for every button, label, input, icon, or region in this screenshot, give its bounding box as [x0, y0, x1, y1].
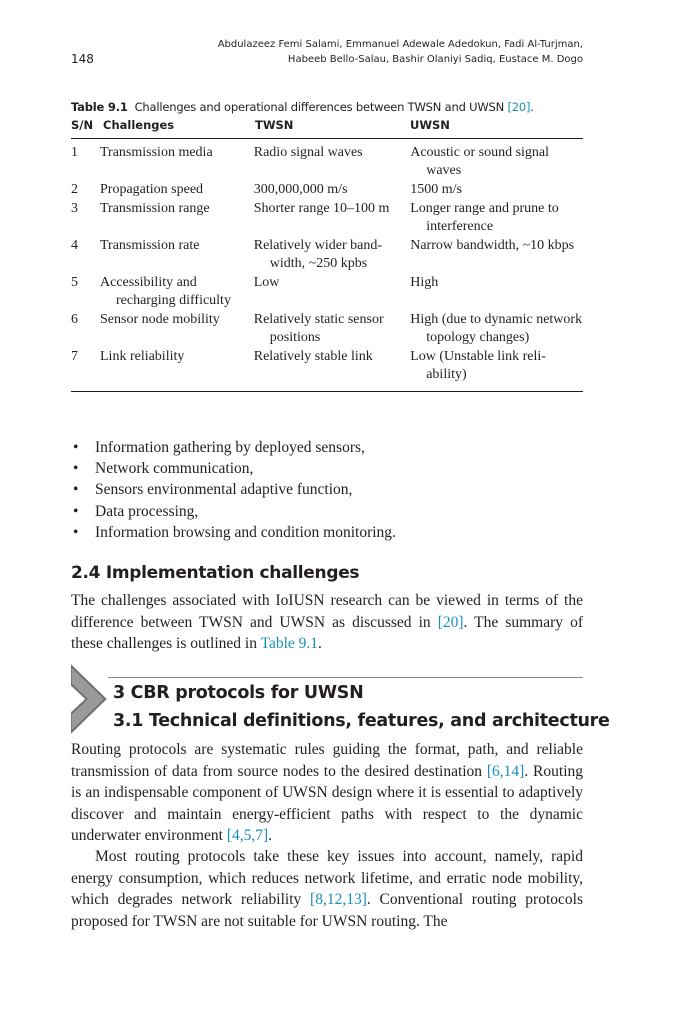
page-number: 148	[71, 52, 94, 66]
cell-twsn: Relatively static sensor positions	[253, 312, 384, 345]
running-header-authors	[163, 37, 583, 67]
table-row	[71, 181, 583, 199]
col-header-challenges: Challenges	[103, 118, 175, 132]
cell-twsn: Relatively wider band-width, ~250 kpbs	[253, 238, 383, 271]
list-item: • Data processing,	[71, 501, 583, 522]
col-header-sn: S/N	[71, 118, 94, 132]
para-text: . The summary of these challenges is outlined in	[71, 613, 583, 652]
cell-uwsn: 1500 m/s	[410, 182, 462, 197]
section-divider	[108, 677, 583, 678]
challenges-table	[71, 116, 583, 392]
cell-challenge: Transmission media	[100, 145, 213, 160]
authors-line-1: Abdulazeez Femi Salami, Emmanuel Adewale Adedokun, Fadi Al-Turjman,	[217, 39, 583, 50]
cell-sn: 3	[71, 201, 78, 216]
table-caption	[71, 100, 534, 114]
para-text: Most routing protocols take these key issues into account, namely, rapid energy consumption, which reduces network lifetime, and erratic node mobility, which degrades network reliability	[71, 848, 583, 908]
para-text: The challenges associated with IoIUSN research can be viewed in terms of the difference between TWSN and UWSN as discussed in	[71, 592, 583, 631]
cell-sn: 6	[71, 312, 78, 327]
cell-uwsn: Acoustic or sound signal waves	[410, 145, 550, 178]
cell-challenge: Link reliability	[100, 349, 185, 364]
cell-sn: 4	[71, 238, 78, 253]
section-heading-3-1: 3.1 Technical definitions, features, and architecture	[113, 711, 610, 731]
table-row	[71, 311, 583, 347]
table-body	[71, 139, 583, 392]
cell-challenge: Transmission range	[100, 201, 210, 216]
cell-twsn: Shorter range 10–100 m	[253, 201, 390, 216]
cell-sn: 5	[71, 275, 78, 290]
cell-challenge: Sensor node mobility	[100, 312, 220, 327]
authors-line-2: Habeeb Bello-Salau, Bashir Olaniyi Sadiq, Eustace M. Dogo	[287, 54, 583, 65]
table-row	[71, 348, 583, 384]
table-row	[71, 237, 583, 273]
section-heading-3: 3 CBR protocols for UWSN	[113, 683, 364, 703]
cell-challenge: Transmission rate	[100, 238, 200, 253]
bullet-list	[71, 437, 583, 543]
paragraph-routing-protocols	[71, 739, 583, 847]
citation-link[interactable]: [8,12,13]	[310, 891, 367, 908]
table-row	[71, 274, 583, 310]
paragraph-routing-issues	[71, 846, 583, 932]
table-row	[71, 144, 583, 180]
cell-uwsn: Low (Unstable link reli-ability)	[410, 349, 546, 382]
para-text: .	[268, 827, 273, 844]
cell-sn: 2	[71, 182, 78, 197]
cell-twsn: Relatively stable link	[253, 349, 373, 364]
cell-challenge: Accessibility and recharging difficulty	[100, 275, 231, 308]
cell-uwsn: High	[410, 275, 439, 290]
citation-link[interactable]: [20]	[437, 613, 464, 631]
list-item: • Information browsing and condition monitoring.	[71, 522, 583, 543]
table-ref-link[interactable]: Table 9.1	[260, 635, 319, 652]
chevron-icon	[71, 664, 111, 734]
cell-uwsn: High (due to dynamic network topology changes)	[410, 312, 583, 345]
table-label: Table 9.1	[71, 100, 128, 114]
table-row	[71, 200, 583, 236]
para-text: . Routing is an indispensable component of UWSN design where it is essential to adaptively discover and maintain energy-efficient paths with respect to the dynamic underwater environment	[71, 762, 583, 844]
citation-link[interactable]: [4,5,7]	[226, 827, 269, 844]
para-text: . Conventional routing protocols proposed for TWSN are not suitable for UWSN routing. The	[71, 891, 583, 930]
para-text: .	[318, 635, 322, 652]
cell-twsn: 300,000,000 m/s	[253, 182, 348, 197]
cell-twsn: Low	[253, 275, 280, 290]
list-item: • Sensors environmental adaptive function,	[71, 479, 583, 500]
list-item: • Network communication,	[71, 458, 583, 479]
cell-uwsn: Narrow bandwidth, ~10 kbps	[410, 238, 575, 253]
table-caption-end: .	[530, 100, 534, 114]
cell-sn: 7	[71, 349, 78, 364]
citation-link[interactable]: [6,14]	[486, 762, 525, 780]
paragraph-implementation-challenges	[71, 590, 583, 655]
list-item: • Information gathering by deployed sensors,	[71, 437, 583, 458]
col-header-twsn: TWSN	[255, 118, 294, 132]
col-header-uwsn: UWSN	[410, 118, 450, 132]
para-text: Routing protocols are systematic rules guiding the format, path, and reliable transmission of data from source nodes to the desired destination	[71, 741, 583, 780]
cell-uwsn: Longer range and prune to interference	[410, 201, 559, 234]
cell-twsn: Radio signal waves	[253, 145, 363, 160]
table-header	[71, 116, 583, 139]
section-heading-2-4: 2.4 Implementation challenges	[71, 563, 360, 583]
cell-sn: 1	[71, 145, 78, 160]
table-caption-text: Challenges and operational differences between TWSN and UWSN	[134, 100, 505, 114]
table-caption-ref[interactable]: [20]	[507, 100, 531, 114]
cell-challenge: Propagation speed	[100, 182, 204, 197]
